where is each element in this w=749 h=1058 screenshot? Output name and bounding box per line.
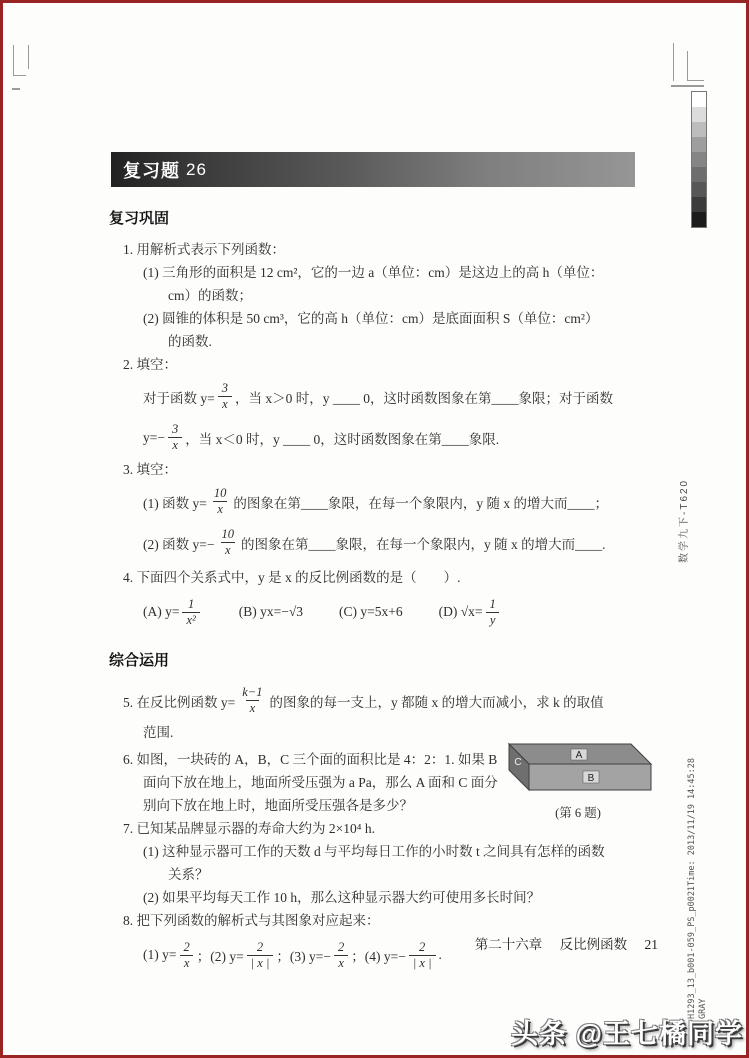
banner-number: 26 xyxy=(186,159,207,179)
problem-1-item1-cont: cm）的函数； xyxy=(168,288,252,303)
crop-mark xyxy=(12,88,20,90)
option-A xyxy=(143,597,203,628)
fraction: $\frac{1}{y}$ xyxy=(486,597,500,628)
prepress-line2: GRAY xyxy=(698,998,708,1019)
text-segment: 的图象在第____象限，在每一个象限内，y 随 x 的增大而____； xyxy=(233,495,608,511)
text-segment: (A) y= xyxy=(143,604,180,619)
page-content xyxy=(109,207,658,978)
problem-1-head: 1. 用解析式表示下列函数： xyxy=(123,242,285,257)
figure-caption: (第 6 题) xyxy=(555,806,601,820)
crop-mark xyxy=(28,45,29,69)
text-segment: (D) √x= xyxy=(438,604,483,619)
grayscale-step xyxy=(692,212,706,227)
problem-4-options xyxy=(143,589,658,635)
option-B: (B) yx=−√3 xyxy=(238,604,304,619)
face-label-A: A xyxy=(575,750,583,761)
problem-2-line2 xyxy=(143,417,658,458)
problem-7-head: 7. 已知某品牌显示器的寿命大约为 2×10⁴ h. xyxy=(123,821,375,836)
footer-chapter: 第二十六章 xyxy=(474,937,543,952)
grayscale-step xyxy=(692,137,706,152)
crop-mark xyxy=(687,51,688,81)
problem-7-item1: (1) 这种显示器可工作的天数 d 与平均每日工作的小时数 t 之间具有怎样的函数 xyxy=(143,844,605,859)
fraction: $\frac{2}{x}$ xyxy=(334,940,348,971)
text-segment: ；(3) y=− xyxy=(276,949,331,964)
problem-7-item1-cont: 关系？ xyxy=(168,867,209,882)
problem-2-head: 2. 填空： xyxy=(123,357,177,372)
problem-2-line1 xyxy=(143,376,658,417)
brick-drawing xyxy=(503,742,653,794)
problem-5-line1 xyxy=(123,680,658,721)
grayscale-step xyxy=(692,167,706,182)
problem-6-line1: 6. 如图，一块砖的 A，B，C 三个面的面积比是 4：2：1. 如果 B xyxy=(123,752,498,767)
prepress-info xyxy=(687,758,709,1019)
fraction: $\frac{1}{\text{x²}}$ xyxy=(182,597,199,628)
text-segment: (1) 函数 y= xyxy=(143,495,207,511)
problem-3-item1 xyxy=(143,481,658,522)
fraction: $\frac{3}{x}$ xyxy=(168,422,182,453)
face-label-C: C xyxy=(514,757,522,768)
problem-1-item2: (2) 圆锥的体积是 50 cm³，它的高 h（单位：cm）是底面面积 S（单位：cm²） xyxy=(143,311,599,326)
text-segment: 的图象在第____象限，在每一个象限内，y 随 x 的增大而____. xyxy=(240,536,606,552)
fraction: $\frac{10}{x}$ xyxy=(221,527,234,557)
grayscale-step xyxy=(692,197,706,212)
problem-6 xyxy=(123,748,658,820)
footer-book-title: 反比例函数 xyxy=(559,937,628,952)
grayscale-strip xyxy=(691,91,707,228)
text-segment: (1) y= xyxy=(143,947,177,962)
section-title-review: 复习巩固 xyxy=(109,210,170,227)
option-C: (C) y=5x+6 xyxy=(339,604,403,619)
crop-mark xyxy=(687,80,704,81)
watermark: 头条 @王七橘同学 xyxy=(511,1019,743,1049)
text-segment: 的图象的每一支上，y 都随 x 的增大而减小，求 k 的取值 xyxy=(269,694,604,710)
crop-mark xyxy=(13,45,14,76)
spine-code: 数学九下-T620 xyxy=(679,478,690,563)
text-segment: 5. 在反比例函数 y= xyxy=(123,694,236,710)
problem-4-head: 4. 下面四个关系式中，y 是 x 的反比例函数的是（ ）. xyxy=(123,570,461,585)
text-segment: (2) 函数 y=− xyxy=(143,536,215,552)
text-segment: 对于函数 y= xyxy=(143,390,215,406)
brick-figure xyxy=(502,742,654,821)
problem-7-item2: (2) 如果平均每天工作 10 h，那么这种显示器大约可使用多长时间？ xyxy=(143,890,541,905)
text-segment: ，当 x＜0 时，y ____ 0，这时函数图象在第____象限. xyxy=(185,431,500,447)
fraction: $\frac{2}{x}$ xyxy=(179,940,193,971)
banner-title: 复习题 xyxy=(123,160,180,181)
problem-3-head: 3. 填空： xyxy=(123,462,177,477)
option-D xyxy=(439,597,503,628)
grayscale-step xyxy=(692,152,706,167)
text-segment: ；(4) y=− xyxy=(351,949,406,964)
grayscale-step xyxy=(692,107,706,122)
text-segment: ，当 x＞0 时，y ____ 0，这时函数图象在第____象限；对于函数 xyxy=(235,390,613,406)
problem-1-item1: (1) 三角形的面积是 12 cm²，它的一边 a（单位：cm）是这边上的高 h（单位： xyxy=(143,265,604,280)
page-footer xyxy=(123,933,658,953)
fraction: $\frac{2}{| x |}$ xyxy=(247,940,274,971)
face-label-B: B xyxy=(587,773,595,784)
problem-6-line2: 面向下放在地上，地面所受压强为 a Pa，那么 A 面和 C 面分 xyxy=(143,775,498,790)
fraction: $\frac{k-1}{x}$ xyxy=(242,685,263,715)
problem-5-line2: 范围. xyxy=(143,725,174,740)
crop-mark xyxy=(13,75,26,76)
problem-3-item2 xyxy=(143,522,658,563)
crop-mark xyxy=(673,43,674,81)
text-segment: ；(2) y= xyxy=(196,949,244,964)
text-segment: . xyxy=(438,947,442,962)
section-title-comprehensive: 综合运用 xyxy=(109,652,170,669)
exercise-banner xyxy=(111,152,635,187)
fraction: $\frac{10}{x}$ xyxy=(213,486,227,516)
fraction: $\frac{3}{x}$ xyxy=(218,381,232,412)
problem-1-item2-cont: 的函数. xyxy=(168,334,212,349)
problem-8-head: 8. 把下列函数的解析式与其图象对应起来： xyxy=(123,913,380,928)
grayscale-step xyxy=(692,122,706,137)
fraction: $\frac{2}{| x |}$ xyxy=(409,940,436,971)
grayscale-step xyxy=(692,182,706,197)
footer-page-number: 21 xyxy=(644,937,658,952)
crop-mark xyxy=(671,85,704,87)
text-segment: y=− xyxy=(143,429,165,445)
prepress-line1: H1293_13_b001-059_PS_p0021Time: 2013/11/19 14:45:28 xyxy=(687,758,697,1019)
problem-6-line3: 别向下放在地上时，地面所受压强各是多少？ xyxy=(143,798,413,813)
grayscale-step xyxy=(692,92,706,107)
